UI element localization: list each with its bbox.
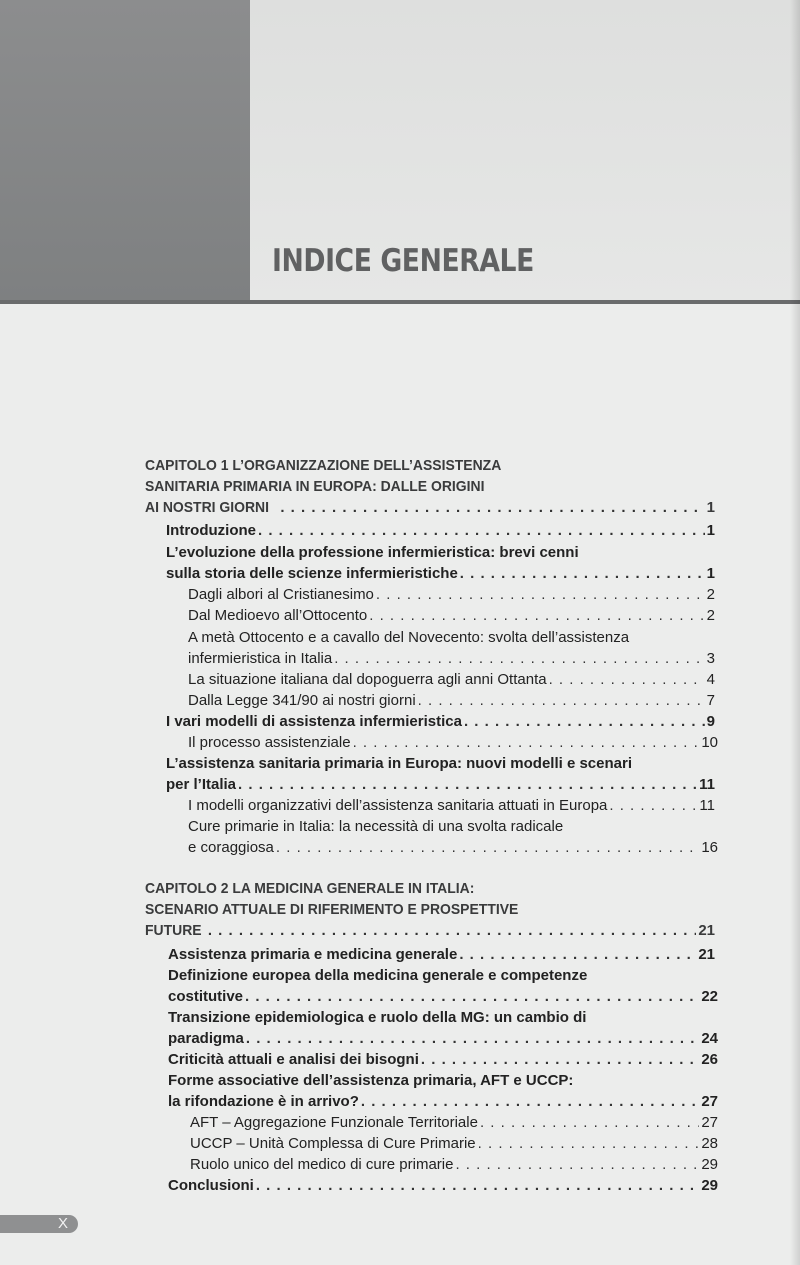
toc-entry [145,456,587,476]
toc-entry-title: AI NOSTRI GIORNI [145,499,270,516]
toc-entry [145,498,715,518]
toc-entry [188,817,617,837]
toc-leader-dots [334,649,704,669]
toc-entry-title: SCENARIO ATTUALE DI RIFERIMENTO E PROSPETTIVE [145,901,519,918]
toc-entry-title: sulla storia delle scienze infermieristiche [166,565,458,582]
toc-entry [190,1113,718,1133]
toc-leader-dots [460,564,705,584]
page-number: X [57,1215,68,1232]
toc-entry [145,921,715,941]
toc-entry [168,1071,635,1091]
toc-entry [168,1176,718,1196]
toc-entry [145,879,545,899]
toc-entry [166,712,715,732]
toc-entry-page: 27 [701,1093,718,1110]
toc-entry-title: I vari modelli di assistenza infermieristica [166,713,462,730]
toc-entry [168,987,718,1007]
toc-entry-page: 11 [699,776,715,793]
toc-entry [188,649,715,669]
toc-entry-page: 9 [706,713,715,730]
toc-entry-title: I modelli organizzativi dell’assistenza sanitaria attuati in Europa [188,797,608,814]
book-spine-shadow [790,0,800,1265]
toc-entry-title: Dal Medioevo all’Ottocento [188,607,368,624]
toc-entry [168,945,715,965]
toc-entry-page: 24 [701,1030,718,1047]
toc-leader-dots [421,1050,699,1070]
toc-entry [166,564,715,584]
toc-entry [168,1008,645,1028]
toc-leader-dots [238,775,697,795]
toc-leader-dots [464,712,705,732]
toc-entry-page: 29 [701,1156,718,1173]
toc-entry-title: SANITARIA PRIMARIA IN EUROPA: DALLE ORIGINI [145,478,485,495]
toc-entry [166,543,635,563]
toc-leader-dots [549,670,705,690]
page-number-badge [0,1215,78,1233]
toc-entry-page: 1 [706,499,715,516]
toc-entry-page: 26 [701,1051,718,1068]
toc-entry-title: Assistenza primaria e medicina generale [168,946,458,963]
toc-entry-page: 1 [706,565,715,582]
toc-entry-title: Definizione europea della medicina generale e competenze [168,967,588,984]
toc-entry-title: CAPITOLO 2 LA MEDICINA GENERALE IN ITALIA: [145,880,475,897]
toc-entry-title: Transizione epidemiologica e ruolo della MG: un cambio di [168,1009,587,1026]
toc-entry-page: 21 [698,922,715,939]
toc-entry-page: 22 [701,988,718,1005]
toc-entry [168,1029,718,1049]
toc-entry-title: Forme associative dell’assistenza primaria, AFT e UCCP: [168,1072,574,1089]
toc-entry [190,1134,718,1154]
toc-leader-dots [256,1176,699,1196]
toc-entry-title: CAPITOLO 1 L’ORGANIZZAZIONE DELL’ASSISTENZA [145,457,502,474]
toc-entry [188,606,715,626]
toc-leader-dots [455,1155,699,1175]
toc-entry [188,691,715,711]
toc-leader-dots [480,1113,699,1133]
toc-entry-title: L’evoluzione della professione infermieristica: brevi cenni [166,544,579,561]
toc-entry [188,628,692,648]
toc-leader-dots [245,987,699,1007]
toc-leader-dots [376,585,705,605]
toc-entry [166,521,715,541]
toc-entry-title: FUTURE [145,922,202,939]
toc-leader-dots [478,1134,700,1154]
toc-entry [188,733,718,753]
toc-entry-title: L’assistenza sanitaria primaria in Europa: nuovi modelli e scenari [166,755,632,772]
toc-entry [145,900,574,920]
toc-entry-title: costitutive [168,988,244,1005]
toc-leader-dots [609,796,697,816]
toc-entry-page: 2 [706,586,715,603]
toc-entry-title: La situazione italiana dal dopoguerra agli anni Ottanta [188,671,547,688]
toc-entry-page: 4 [706,671,715,688]
toc-entry [145,477,587,497]
toc-leader-dots [280,498,704,518]
toc-entry-title: UCCP – Unità Complessa di Cure Primarie [190,1135,476,1152]
toc-entry [188,585,715,605]
toc-entry-page: 1 [706,522,715,539]
toc-entry-title: Dagli albori al Cristianesimo [188,586,374,603]
toc-entry-page: 7 [706,692,715,709]
toc-entry-page: 21 [698,946,715,963]
toc-entry-title: Ruolo unico del medico di cure primarie [190,1156,454,1173]
toc-entry-title: la rifondazione è in arrivo? [168,1093,359,1110]
toc-entry [188,796,715,816]
toc-leader-dots [258,521,705,541]
toc-entry-title: paradigma [168,1030,244,1047]
toc-entry-title: Il processo assistenziale [188,734,351,751]
toc-entry [168,1092,718,1112]
page-title: INDICE GENERALE [272,243,534,279]
toc-entry-page: 29 [701,1177,718,1194]
toc-entry [168,1050,718,1070]
toc-entry-title: Conclusioni [168,1177,254,1194]
toc-entry-title: Criticità attuali e analisi dei bisogni [168,1051,419,1068]
toc-leader-dots [459,945,696,965]
toc-leader-dots [208,921,696,941]
toc-entry-page: 10 [701,734,718,751]
toc-leader-dots [276,838,699,858]
toc-leader-dots [246,1029,699,1049]
toc-entry [166,775,715,795]
toc-entry-page: 28 [701,1135,718,1152]
toc-entry-title: infermieristica in Italia [188,650,333,667]
toc-entry-title: A metà Ottocento e a cavallo del Novecento: svolta dell’assistenza [188,629,630,646]
toc-entry [166,754,698,774]
toc-entry-title: e coraggiosa [188,839,274,856]
toc-entry-page: 3 [706,650,715,667]
toc-entry-page: 11 [699,797,715,814]
toc-entry [168,966,648,986]
toc-leader-dots [418,691,705,711]
toc-entry [188,838,718,858]
header-rule [0,300,800,304]
toc-entry-page: 27 [701,1114,718,1131]
toc-leader-dots [369,606,704,626]
toc-entry-title: Introduzione [166,522,256,539]
toc-leader-dots [353,733,700,753]
toc-entry-title: Cure primarie in Italia: la necessità di una svolta radicale [188,818,564,835]
header-bleed-block [0,0,252,302]
toc-entry-title: Dalla Legge 341/90 ai nostri giorni [188,692,416,709]
toc-entry-page: 2 [706,607,715,624]
toc-leader-dots [361,1092,699,1112]
toc-entry-title: AFT – Aggregazione Funzionale Territoriale [190,1114,478,1131]
toc-entry-page: 16 [701,839,718,856]
toc-entry [190,1155,718,1175]
toc-entry-title: per l’Italia [166,776,237,793]
toc-entry [188,670,715,690]
